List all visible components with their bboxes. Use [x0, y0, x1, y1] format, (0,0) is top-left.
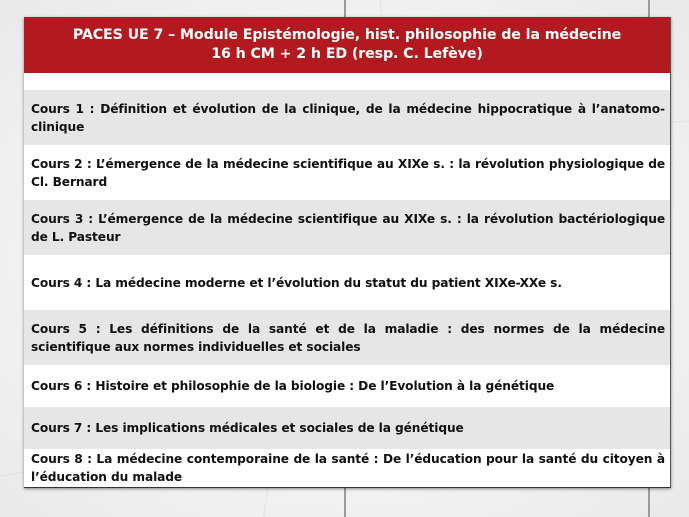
course-row-2: [24, 145, 670, 200]
course-label: Cours 4 : La médecine moderne et l’évolution du statut du patient XIXe-XXe s.: [31, 275, 562, 290]
course-row-3: [24, 200, 670, 255]
course-table: [24, 17, 671, 488]
course-label: Cours 3 : L’émergence de la médecine scientifique au XIXe s. : la révolution bactériologique de L. Pasteur: [31, 211, 665, 244]
course-row-7: [24, 407, 670, 449]
module-title: PACES UE 7 – Module Epistémologie, hist. philosophie de la médecine: [72, 27, 622, 43]
course-row-8: [24, 449, 670, 487]
course-label: Cours 2 : L’émergence de la médecine scientifique au XIXe s. : la révolution physiologique de Cl. Bernard: [31, 156, 665, 189]
table-header: [24, 17, 670, 73]
course-label: Cours 5 : Les définitions de la santé et de la maladie : des normes de la médecine scientifique aux normes individuelles et sociales: [31, 321, 665, 354]
decorative-frame-bottom: [344, 486, 650, 517]
course-row-1: [24, 90, 670, 145]
course-label: Cours 7 : Les implications médicales et sociales de la génétique: [31, 421, 464, 435]
course-label: Cours 8 : La médecine contemporaine de la santé : De l’éducation pour la santé du citoyen à l’éducation du malade: [31, 452, 665, 484]
course-row-6: [24, 365, 670, 407]
course-row-4: [24, 255, 670, 310]
course-label: Cours 1 : Définition et évolution de la clinique, de la médecine hippocratique à l’anatomo-clinique: [31, 101, 665, 134]
course-label: Cours 6 : Histoire et philosophie de la biologie : De l’Evolution à la génétique: [31, 379, 555, 393]
course-row-5: [24, 310, 670, 365]
module-hours: 16 h CM + 2 h ED (resp. C. Lefève): [211, 46, 483, 62]
